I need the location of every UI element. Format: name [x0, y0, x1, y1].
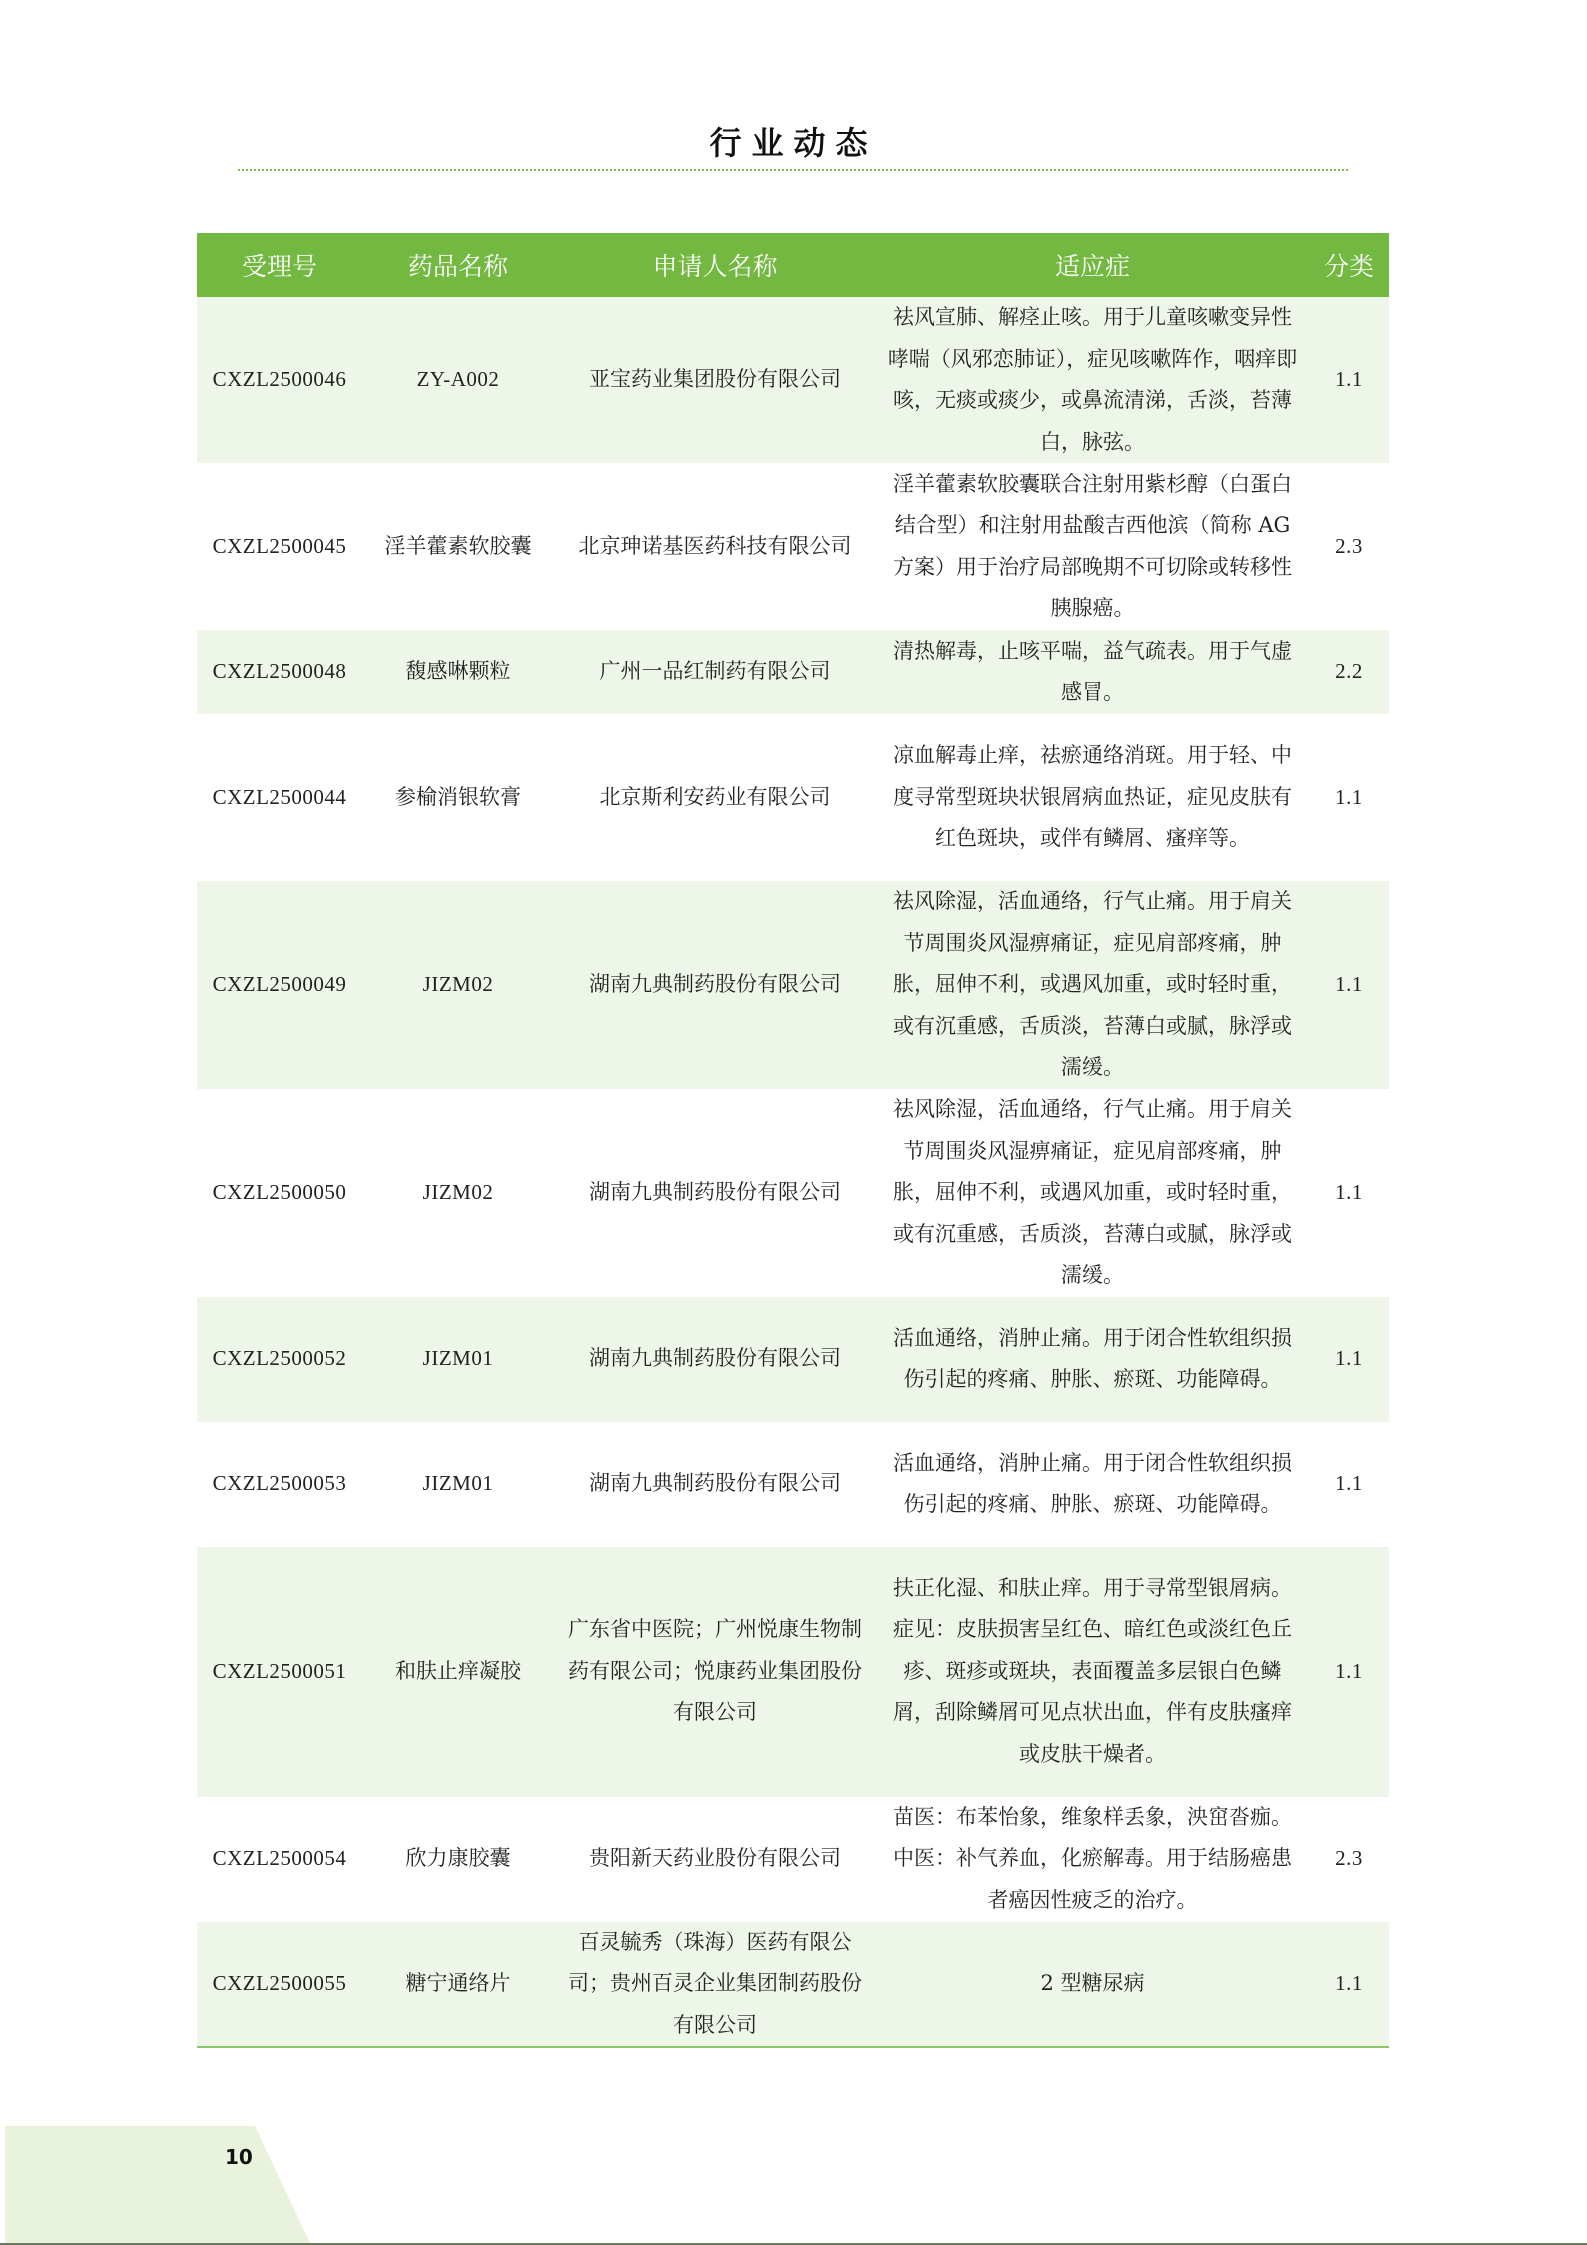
table-row	[197, 1422, 1389, 1547]
header-indication: 适应症	[876, 233, 1309, 297]
applicant: 广东省中医院；广州悦康生物制药有限公司；悦康药业集团股份有限公司	[554, 1547, 876, 1797]
indication: 苗医：布苯怡象，维象样丢象，泱窋沓痂。 中医：补气养血，化瘀解毒。用于结肠癌患者癌因性疲乏的治疗。	[893, 1804, 1292, 1912]
header-applicant: 申请人名称	[554, 233, 876, 297]
drug-name: 和肤止痒凝胶	[362, 1547, 554, 1797]
applicant: 湖南九典制药股份有限公司	[554, 881, 876, 1089]
drug-name: JIZM02	[422, 1180, 494, 1204]
page-number: 10	[225, 2145, 253, 2169]
acceptance-no: CXZL2500046	[197, 297, 362, 463]
indication: 淫羊藿素软胶囊联合注射用紫杉醇（白蛋白结合型）和注射用盐酸吉西他滨（简称 AG 方案）用于治疗局部晚期不可切除或转移性胰腺癌。	[893, 471, 1292, 620]
header-category: 分类	[1309, 233, 1389, 297]
category: 2.2	[1309, 630, 1389, 714]
acceptance-no: CXZL2500049	[197, 881, 362, 1089]
acceptance-no: CXZL2500051	[197, 1547, 362, 1797]
category: 1.1	[1335, 1471, 1363, 1496]
indication: 活血通络，消肿止痛。用于闭合性软组织损伤引起的疼痛、肿胀、瘀斑、功能障碍。	[893, 1450, 1292, 1516]
applicant: 广州一品红制药有限公司	[554, 630, 876, 714]
table-row	[197, 881, 1389, 1089]
indication: 2 型糖尿病	[876, 1922, 1309, 2048]
applicant: 湖南九典制药股份有限公司	[554, 1297, 876, 1422]
category: 1.1	[1309, 1547, 1389, 1797]
drug-name: JIZM02	[362, 881, 554, 1089]
drug-name: 馥感啉颗粒	[362, 630, 554, 714]
applicant: 亚宝药业集团股份有限公司	[554, 297, 876, 463]
category: 1.1	[1309, 1922, 1389, 2048]
category: 1.1	[1335, 1180, 1363, 1204]
table-row	[197, 297, 1389, 463]
page-corner-decoration	[5, 2126, 310, 2243]
category: 1.1	[1309, 297, 1389, 463]
category: 1.1	[1309, 1297, 1389, 1422]
table-row	[197, 463, 1389, 630]
category: 1.1	[1309, 881, 1389, 1089]
category: 1.1	[1335, 784, 1363, 809]
acceptance-no: CXZL2500053	[212, 1471, 347, 1496]
drug-application-table	[197, 233, 1389, 2048]
page-title: 行业动态	[709, 124, 878, 162]
drug-name: 欣力康胶囊	[405, 1846, 511, 1871]
applicant: 百灵毓秀（珠海）医药有限公司；贵州百灵企业集团制药股份有限公司	[554, 1922, 876, 2048]
table-header-row	[197, 233, 1389, 297]
header-acceptance-no: 受理号	[197, 233, 362, 297]
applicant: 湖南九典制药股份有限公司	[589, 1180, 841, 1204]
acceptance-no: CXZL2500044	[212, 784, 347, 809]
title-divider	[238, 169, 1348, 171]
acceptance-no: CXZL2500045	[212, 533, 347, 558]
applicant: 贵阳新天药业股份有限公司	[589, 1846, 841, 1871]
applicant: 北京斯利安药业有限公司	[599, 784, 831, 809]
drug-name: ZY-A002	[362, 297, 554, 463]
acceptance-no: CXZL2500055	[197, 1922, 362, 2048]
acceptance-no: CXZL2500048	[197, 630, 362, 714]
acceptance-no: CXZL2500050	[212, 1180, 347, 1204]
indication: 祛风除湿，活血通络，行气止痛。用于肩关节周围炎风湿痹痛证，症见肩部疼痛，肿胀，屈伸不利，或遇风加重，或时轻时重，或有沉重感，舌质淡，苔薄白或腻，脉浮或濡缓。	[876, 881, 1309, 1089]
acceptance-no: CXZL2500054	[212, 1846, 347, 1871]
drug-name: 糖宁通络片	[362, 1922, 554, 2048]
acceptance-no: CXZL2500052	[197, 1297, 362, 1422]
indication: 祛风宣肺、解痉止咳。用于儿童咳嗽变异性哮喘（风邪恋肺证），症见咳嗽阵作，咽痒即咳，无痰或痰少，或鼻流清涕，舌淡，苔薄白，脉弦。	[876, 297, 1309, 463]
table-row	[197, 1547, 1389, 1797]
indication: 凉血解毒止痒，祛瘀通络消斑。用于轻、中度寻常型斑块状银屑病血热证，症见皮肤有红色斑块，或伴有鳞屑、瘙痒等。	[893, 743, 1292, 851]
table-row	[197, 630, 1389, 714]
table-row	[197, 1297, 1389, 1422]
header-drug-name: 药品名称	[362, 233, 554, 297]
indication: 祛风除湿，活血通络，行气止痛。用于肩关节周围炎风湿痹痛证，症见肩部疼痛，肿胀，屈伸不利，或遇风加重，或时轻时重，或有沉重感，舌质淡，苔薄白或腻，脉浮或濡缓。	[893, 1097, 1292, 1287]
indication: 清热解毒，止咳平喘，益气疏表。用于气虚感冒。	[876, 630, 1309, 714]
indication: 活血通络，消肿止痛。用于闭合性软组织损伤引起的疼痛、肿胀、瘀斑、功能障碍。	[876, 1297, 1309, 1422]
category: 2.3	[1335, 1846, 1363, 1871]
table-row	[197, 1089, 1389, 1297]
drug-name: 参榆消银软膏	[395, 784, 521, 809]
table-row	[197, 714, 1389, 881]
table-row	[197, 1922, 1389, 2048]
applicant: 湖南九典制药股份有限公司	[589, 1471, 841, 1496]
category: 2.3	[1335, 533, 1363, 558]
table-row	[197, 1797, 1389, 1922]
drug-name: JIZM01	[422, 1471, 494, 1496]
applicant: 北京珅诺基医药科技有限公司	[578, 533, 852, 558]
drug-name: JIZM01	[362, 1297, 554, 1422]
drug-name: 淫羊藿素软胶囊	[384, 533, 532, 558]
indication: 扶正化湿、和肤止痒。用于寻常型银屑病。症见：皮肤损害呈红色、暗红色或淡红色丘疹、斑疹或斑块，表面覆盖多层银白色鳞屑，刮除鳞屑可见点状出血，伴有皮肤瘙痒或皮肤干燥者。	[876, 1547, 1309, 1797]
